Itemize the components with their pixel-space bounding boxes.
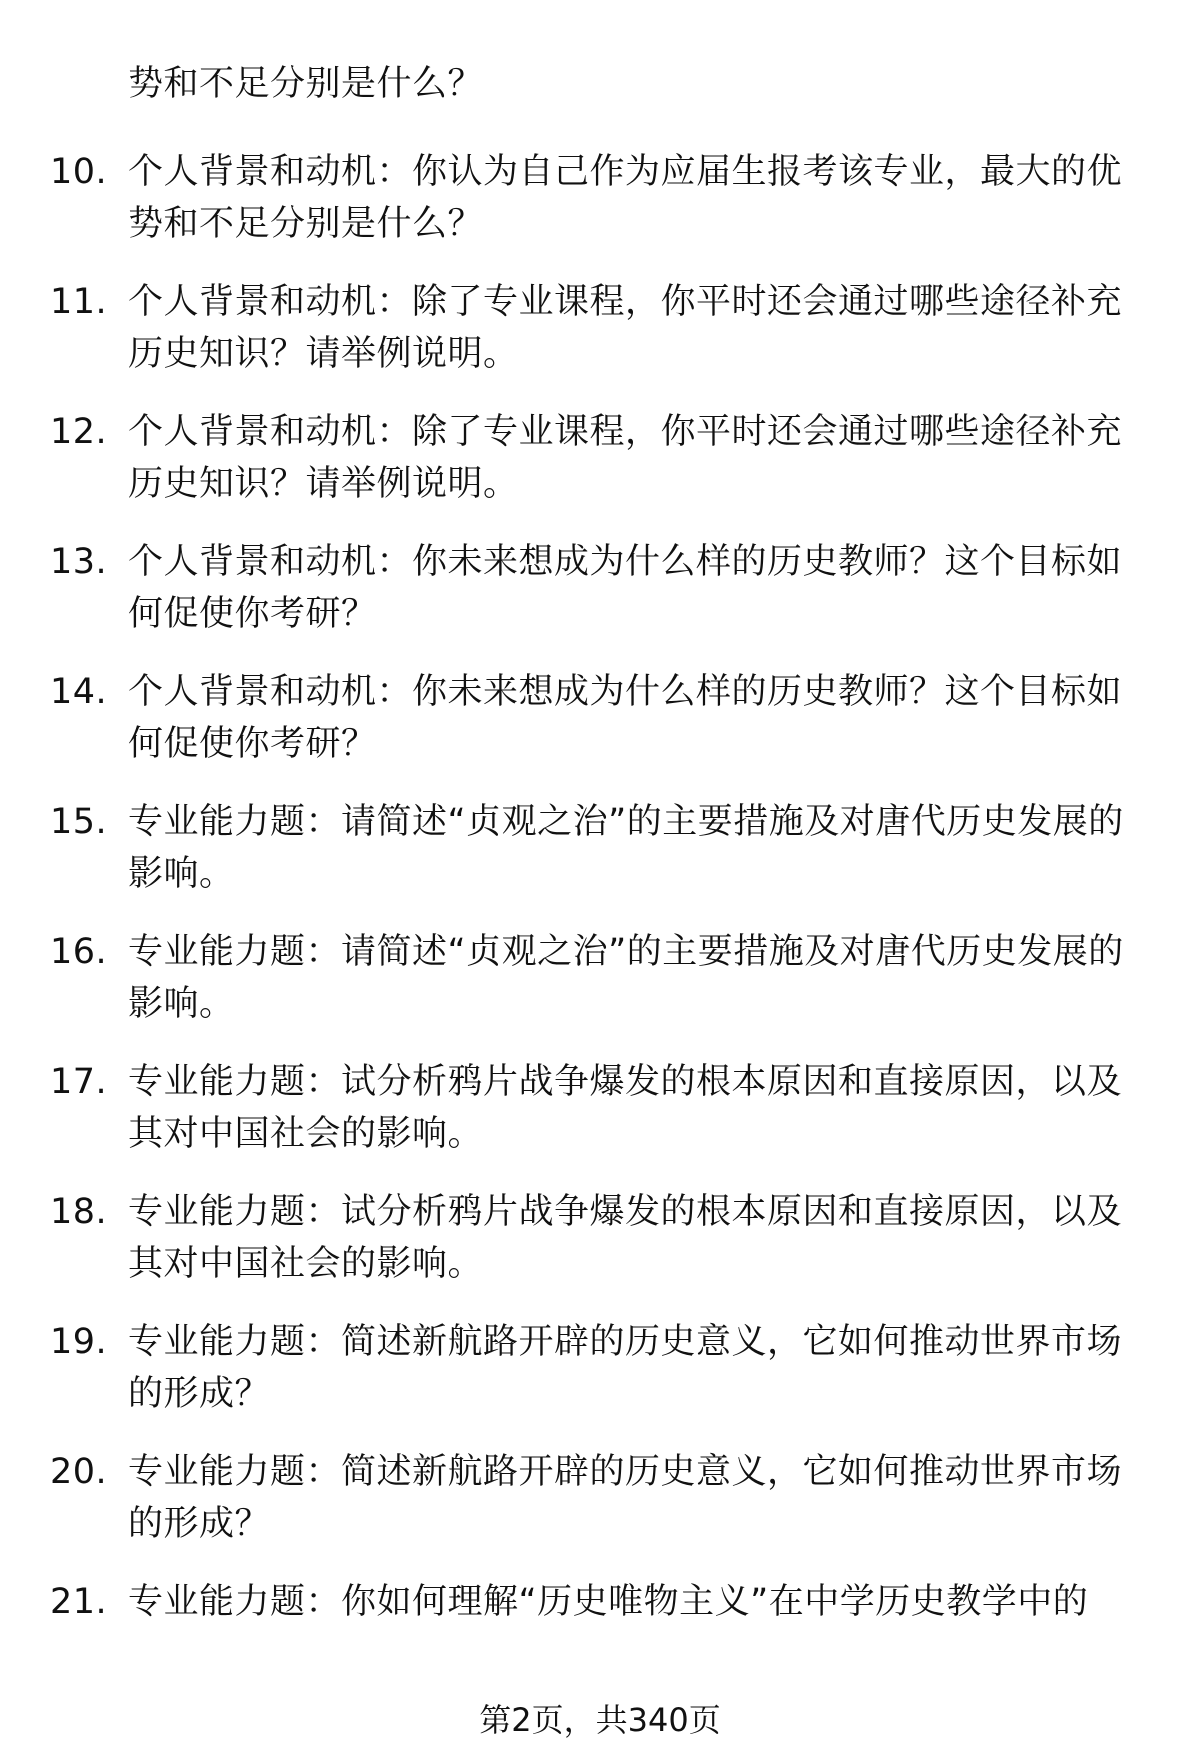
question-text: 个人背景和动机：你未来想成为什么样的历史教师？这个目标如何促使你考研？ (128, 542, 1123, 634)
question-item (50, 1316, 1140, 1420)
question-number: 15. (50, 802, 108, 842)
question-item (50, 1576, 1140, 1628)
question-item (50, 1446, 1140, 1550)
question-text: 专业能力题：请简述“贞观之治”的主要措施及对唐代历史发展的影响。 (128, 932, 1124, 1024)
question-number: 14. (50, 672, 108, 712)
question-text: 专业能力题：简述新航路开辟的历史意义，它如何推动世界市场的形成？ (128, 1452, 1123, 1544)
question-text: 个人背景和动机：除了专业课程，你平时还会通过哪些途径补充历史知识？请举例说明。 (128, 412, 1123, 504)
question-number: 21. (50, 1582, 108, 1622)
question-item (50, 1186, 1140, 1290)
question-list (50, 146, 1140, 1654)
question-text: 专业能力题：试分析鸦片战争爆发的根本原因和直接原因，以及其对中国社会的影响。 (128, 1192, 1123, 1284)
question-number: 18. (50, 1192, 108, 1232)
question-number: 17. (50, 1062, 108, 1102)
question-item (50, 536, 1140, 640)
question-text: 专业能力题：试分析鸦片战争爆发的根本原因和直接原因，以及其对中国社会的影响。 (128, 1062, 1123, 1154)
question-item (50, 1056, 1140, 1160)
question-item (50, 926, 1140, 1030)
page-footer: 第2页，共340页 (479, 1701, 721, 1739)
question-text: 个人背景和动机：你认为自己作为应届生报考该专业，最大的优势和不足分别是什么？ (128, 152, 1123, 244)
question-item (50, 276, 1140, 380)
question-item (50, 406, 1140, 510)
question-number: 19. (50, 1322, 108, 1362)
question-item (50, 796, 1140, 900)
question-text: 个人背景和动机：除了专业课程，你平时还会通过哪些途径补充历史知识？请举例说明。 (128, 282, 1123, 374)
question-number: 10. (50, 152, 108, 192)
question-number: 20. (50, 1452, 108, 1492)
question-number: 11. (50, 282, 108, 322)
question-number: 16. (50, 932, 108, 972)
question-item (50, 666, 1140, 770)
question-text: 个人背景和动机：你未来想成为什么样的历史教师？这个目标如何促使你考研？ (128, 672, 1123, 764)
question-number: 13. (50, 542, 108, 582)
question-text: 专业能力题：你如何理解“历史唯物主义”在中学历史教学中的 (128, 1582, 1089, 1622)
question-number: 12. (50, 412, 108, 452)
question-text: 专业能力题：请简述“贞观之治”的主要措施及对唐代历史发展的影响。 (128, 802, 1124, 894)
continued-question-text: 势和不足分别是什么？ (128, 64, 484, 104)
question-item (50, 146, 1140, 250)
question-text: 专业能力题：简述新航路开辟的历史意义，它如何推动世界市场的形成？ (128, 1322, 1123, 1414)
